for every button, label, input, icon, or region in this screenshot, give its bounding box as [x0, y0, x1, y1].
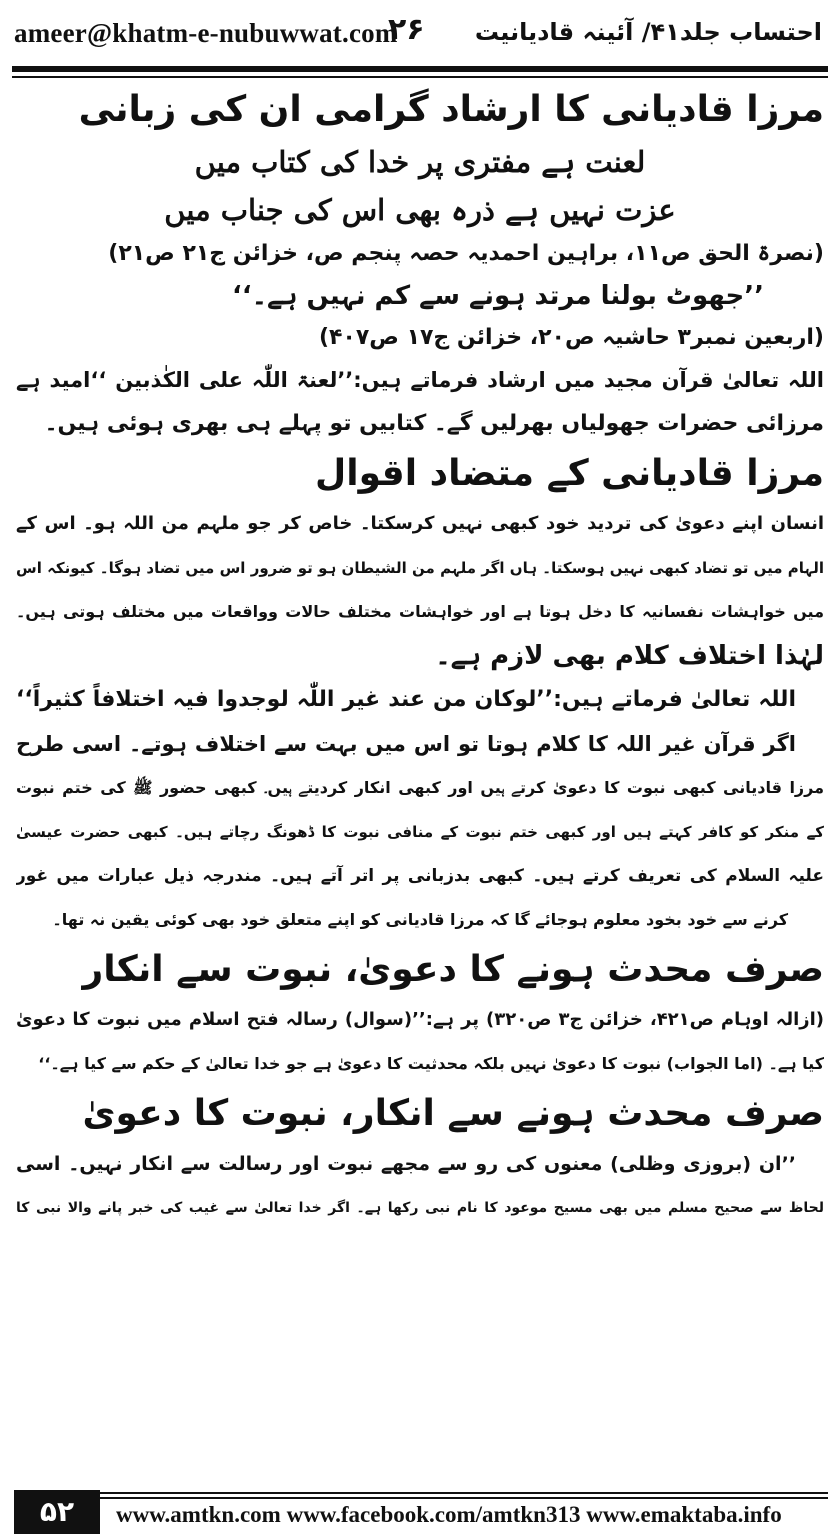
paragraph-line: اللہ تعالیٰ قرآن مجید میں ارشاد فرماتے ہیں:’’لعنۃ اللّٰہ علی الکٰذبین ‘‘امید ہے — [16, 368, 824, 392]
paragraph-line: ’’ان (بروزی وظلی) معنوں کی رو سے مجھے نبوت اور رسالت سے انکار نہیں۔ اسی — [16, 1153, 796, 1175]
footer-rule — [100, 1497, 828, 1499]
heading-muhaddith-claim: صرف محدث ہونے کا دعویٰ، نبوت سے انکار — [82, 949, 824, 990]
page-header — [0, 0, 840, 60]
paragraph-line: (ازالہ اوہام ص۴۲۱، خزائن ج۳ ص۳۲۰) پر ہے:’’(سوال) رسالہ فتح اسلام میں نبوت کا دعویٰ — [16, 1009, 824, 1030]
paragraph-line: اگر قرآن غیر اللہ کا کلام ہوتا تو اس میں بہت سے اختلاف ہوتے۔ اسی طرح — [16, 732, 796, 756]
paragraph-line: میں خواہشات نفسانیہ کا دخل ہوتا ہے اور خواہشات مختلف حالات وواقعات میں مختلف ہوتی ہیں۔ — [16, 602, 824, 621]
header-running-title: احتساب جلد۴۱/ آئینہ قادیانیت — [474, 18, 822, 46]
heading-contradictions: مرزا قادیانی کے متضاد اقوال — [315, 453, 824, 494]
header-rule-thin — [12, 76, 828, 78]
quote-lying: ’’جھوٹ بولنا مرتد ہونے سے کم نہیں ہے۔‘‘ — [231, 281, 764, 311]
paragraph-line: انسان اپنے دعویٰ کی تردید خود کبھی نہیں کرسکتا۔ خاص کر جو ملہم من اللہ ہو۔ اس کے — [16, 513, 824, 534]
footer-rule — [100, 1492, 828, 1494]
reference-2: (اربعین نمبر۳ حاشیہ ص۲۰، خزائن ج۱۷ ص۴۰۷) — [318, 325, 824, 350]
header-email: ameer@khatm-e-nubuwwat.com — [14, 18, 398, 48]
paragraph-line: لحاظ سے صحیح مسلم میں بھی مسیح موعود کا نام نبی رکھا ہے۔ اگر خدا تعالیٰ سے غیب کی خبر پانے والا نبی کا — [16, 1200, 824, 1216]
paragraph-line: کے منکر کو کافر کہتے ہیں اور کبھی ختم نبوت کے منافی نبوت کا ڈھونگ رچاتے ہیں۔ کبھی حضرت عیسیٰ — [16, 823, 824, 841]
verse-line-1: لعنت ہے مفتری پر خدا کی کتاب میں — [194, 145, 646, 179]
page-body — [16, 82, 824, 1472]
paragraph-line: مرزا قادیانی کبھی نبوت کا دعویٰ کرتے ہیں اور کبھی انکار کردیتے ہیں۔ کبھی حضور ﷺ کی ختم نبوت — [16, 778, 824, 797]
paragraph-line: الہام میں تو تضاد کبھی نہیں ہوسکتا۔ ہاں اگر ملہم من الشیطان ہو تو ضرور اس میں تضاد ہوگا۔ کیونکہ اس — [16, 559, 824, 577]
header-rule-thick — [12, 66, 828, 72]
heading-prophethood-claim: صرف محدث ہونے سے انکار، نبوت کا دعویٰ — [82, 1093, 824, 1134]
paragraph-line: کرنے سے خود بخود معلوم ہوجائے گا کہ مرزا قادیانی کو اپنے متعلق خود بھی کوئی یقین نہ تھا۔ — [52, 910, 788, 929]
footer-links[interactable]: www.amtkn.com www.facebook.com/amtkn313 www.emaktaba.info — [116, 1502, 782, 1527]
page-footer — [0, 1484, 840, 1540]
heading-mirza-statement: مرزا قادیانی کا ارشاد گرامی ان کی زبانی — [78, 89, 824, 130]
footer-book-page: ۵۲ — [14, 1490, 100, 1534]
header-page-number: ۲۶ — [388, 12, 425, 47]
paragraph-line: مرزائی حضرات جھولیاں بھرلیں گے۔ کتابیں تو پہلے ہی بھری ہوئی ہیں۔ — [44, 411, 824, 436]
paragraph-line: اللہ تعالیٰ فرماتے ہیں:’’لوکان من عند غیر اللّٰہ لوجدوا فیہ اختلافاً کثیراً‘‘ — [16, 687, 796, 712]
paragraph-line: لہٰذا اختلاف کلام بھی لازم ہے۔ — [435, 641, 824, 671]
verse-line-2: عزت نہیں ہے ذرہ بھی اس کی جناب میں — [164, 193, 676, 227]
paragraph-line: کیا ہے۔ (اما الجواب) نبوت کا دعویٰ نہیں بلکہ محدثیت کا دعویٰ ہے جو خدا تعالیٰ کے حکم سے کیا ہے۔‘‘ — [38, 1054, 824, 1073]
paragraph-line: علیہ السلام کی تعریف کرتے ہیں۔ کبھی بدزبانی پر اتر آتے ہیں۔ مندرجہ ذیل عبارات میں غور — [16, 866, 824, 886]
reference-1: (نصرۃ الحق ص۱۱، براہین احمدیہ حصہ پنجم ص، خزائن ج۲۱ ص۲۱) — [108, 241, 824, 266]
